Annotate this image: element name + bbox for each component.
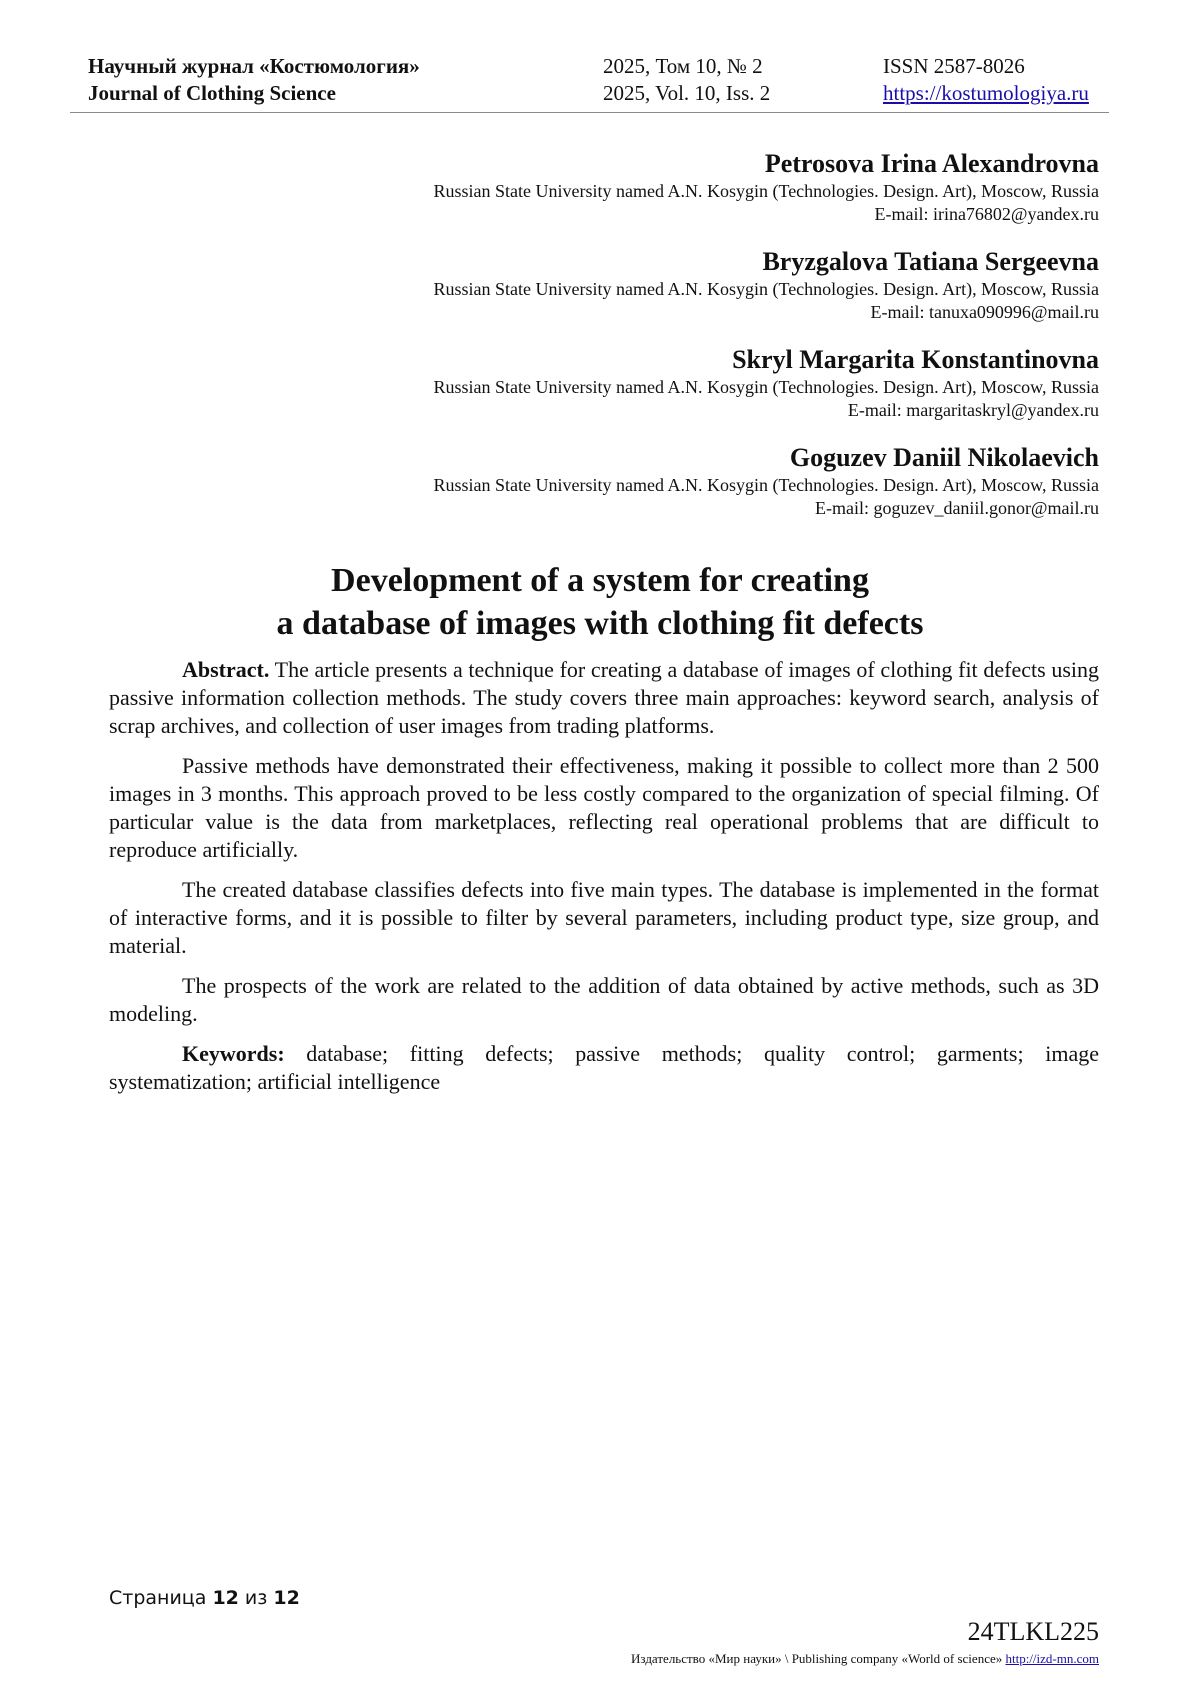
author-block bbox=[199, 441, 1099, 520]
keywords-paragraph bbox=[109, 1040, 1099, 1096]
publisher-text: Издательство «Мир науки» \ Publishing company «World of science» bbox=[631, 1651, 1006, 1666]
abstract-label: Abstract. bbox=[182, 657, 270, 682]
abstract-section bbox=[109, 656, 1099, 1108]
article-title-line: Development of a system for creating bbox=[331, 562, 869, 599]
page-total: 12 bbox=[273, 1587, 300, 1609]
author-name: Skryl Margarita Konstantinovna bbox=[732, 345, 1099, 374]
author-block bbox=[199, 343, 1099, 422]
article-title bbox=[100, 559, 1100, 645]
abstract-paragraph: Passive methods have demonstrated their effectiveness, making it possible to collect more than 2 500 images in 3 months. This approach proved to be less costly compared to the organization of special filming. Of particular value is the data from marketplaces, reflecting real operational problems that are difficult to reproduce artificially. bbox=[109, 753, 1099, 862]
author-block bbox=[199, 245, 1099, 324]
authors-list bbox=[199, 147, 1099, 539]
publisher-link[interactable]: http://izd-mn.com bbox=[1005, 1651, 1099, 1666]
journal-title-ru: Научный журнал «Костюмология» bbox=[88, 54, 420, 78]
header-divider bbox=[70, 112, 1109, 113]
author-affiliation: Russian State University named A.N. Kosygin (Technologies. Design. Art), Moscow, Russia bbox=[433, 181, 1099, 201]
author-email: E-mail: tanuxa090996@mail.ru bbox=[870, 302, 1099, 322]
author-block bbox=[199, 147, 1099, 226]
page-counter: Страница 12 из 12 bbox=[109, 1587, 300, 1609]
author-name: Petrosova Irina Alexandrovna bbox=[764, 149, 1099, 178]
issue-en: 2025, Vol. 10, Iss. 2 bbox=[603, 81, 771, 105]
author-affiliation: Russian State University named A.N. Kosygin (Technologies. Design. Art), Moscow, Russia bbox=[433, 279, 1099, 299]
journal-title-block bbox=[88, 53, 420, 107]
abstract-text: The article presents a technique for creating a database of images of clothing fit defects using passive information collection methods. The study covers three main approaches: keyword search, analysis of scrap archives, and collection of user images from trading platforms. bbox=[109, 657, 1099, 738]
issn: ISSN 2587-8026 bbox=[883, 54, 1025, 78]
article-title-line: a database of images with clothing fit defects bbox=[276, 605, 924, 642]
author-affiliation: Russian State University named A.N. Kosygin (Technologies. Design. Art), Moscow, Russia bbox=[433, 475, 1099, 495]
publisher-line bbox=[631, 1651, 1099, 1667]
author-email: E-mail: margaritaskryl@yandex.ru bbox=[847, 400, 1099, 420]
issue-block bbox=[603, 53, 770, 107]
article-code: 24TLKL225 bbox=[967, 1617, 1099, 1646]
journal-url-link[interactable]: https://kostumologiya.ru bbox=[883, 81, 1089, 105]
issue-ru: 2025, Том 10, № 2 bbox=[603, 54, 763, 78]
keywords-text: database; fitting defects; passive methods; quality control; garments; image systematization; artificial intelligence bbox=[109, 1041, 1099, 1094]
abstract-paragraph bbox=[109, 656, 1099, 740]
abstract-paragraph: The prospects of the work are related to the addition of data obtained by active methods, such as 3D modeling. bbox=[109, 973, 1099, 1026]
author-name: Bryzgalova Tatiana Sergeevna bbox=[762, 247, 1099, 276]
author-name: Goguzev Daniil Nikolaevich bbox=[789, 443, 1099, 472]
issn-block bbox=[883, 53, 1089, 107]
page-current: 12 bbox=[212, 1587, 239, 1609]
author-affiliation: Russian State University named A.N. Kosygin (Technologies. Design. Art), Moscow, Russia bbox=[433, 377, 1099, 397]
abstract-paragraph: The created database classifies defects into five main types. The database is implemented in the format of interactive forms, and it is possible to filter by several parameters, including product type, size group, and material. bbox=[109, 877, 1099, 958]
keywords-label: Keywords: bbox=[182, 1041, 285, 1066]
author-email: E-mail: goguzev_daniil.gonor@mail.ru bbox=[814, 498, 1099, 518]
journal-title-en: Journal of Clothing Science bbox=[88, 81, 336, 105]
author-email: E-mail: irina76802@yandex.ru bbox=[874, 204, 1099, 224]
